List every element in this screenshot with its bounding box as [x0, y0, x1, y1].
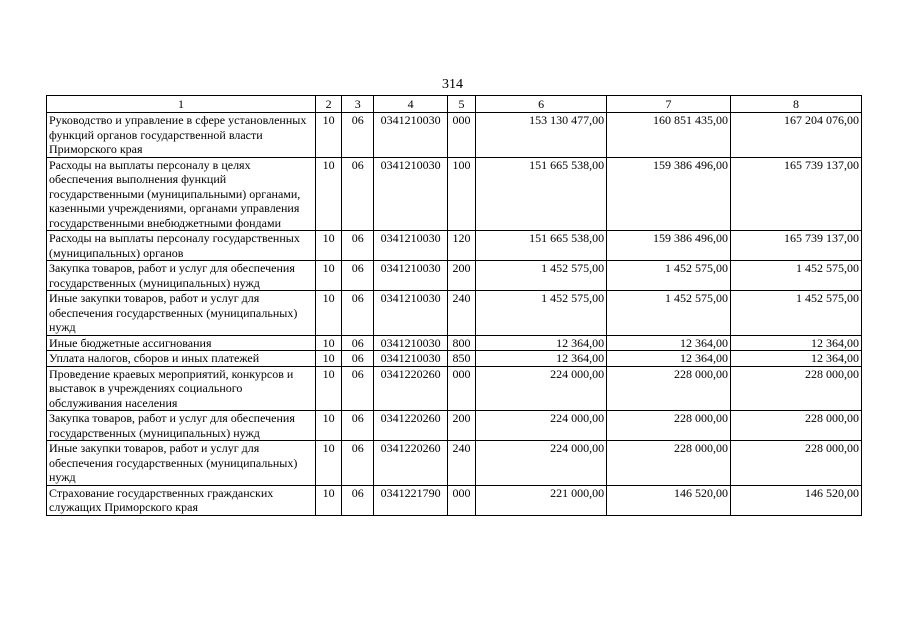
subsection-code-cell: 06 — [342, 351, 374, 367]
section-code-cell: 10 — [315, 335, 341, 351]
amount-col6-cell: 224 000,00 — [476, 366, 607, 411]
subsection-code-cell: 06 — [342, 366, 374, 411]
section-code-cell: 10 — [315, 157, 341, 231]
section-code-cell: 10 — [315, 351, 341, 367]
subsection-code-cell: 06 — [342, 231, 374, 261]
table-row — [47, 261, 862, 291]
amount-col7-cell: 228 000,00 — [607, 441, 731, 486]
amount-col7-cell: 1 452 575,00 — [607, 291, 731, 336]
table-row — [47, 351, 862, 367]
section-code-cell: 10 — [315, 291, 341, 336]
table-row — [47, 485, 862, 515]
amount-col7-cell: 12 364,00 — [607, 335, 731, 351]
table-row — [47, 113, 862, 158]
row-name-cell: Закупка товаров, работ и услуг для обеспечения государственных (муниципальных) нужд — [47, 411, 316, 441]
amount-col8-cell: 228 000,00 — [730, 441, 861, 486]
target-article-cell: 0341220260 — [374, 411, 448, 441]
row-name-cell: Закупка товаров, работ и услуг для обеспечения государственных (муниципальных) нужд — [47, 261, 316, 291]
expense-type-cell: 200 — [447, 411, 475, 441]
amount-col7-cell: 12 364,00 — [607, 351, 731, 367]
target-article-cell: 0341210030 — [374, 261, 448, 291]
table-row — [47, 291, 862, 336]
amount-col8-cell: 228 000,00 — [730, 411, 861, 441]
amount-col7-cell: 228 000,00 — [607, 366, 731, 411]
subsection-code-cell: 06 — [342, 291, 374, 336]
table-row — [47, 411, 862, 441]
amount-col6-cell: 151 665 538,00 — [476, 231, 607, 261]
target-article-cell: 0341210030 — [374, 335, 448, 351]
target-article-cell: 0341210030 — [374, 351, 448, 367]
subsection-code-cell: 06 — [342, 441, 374, 486]
amount-col7-cell: 159 386 496,00 — [607, 231, 731, 261]
subsection-code-cell: 06 — [342, 335, 374, 351]
row-name-cell: Страхование государственных гражданских служащих Приморского края — [47, 485, 316, 515]
expense-type-cell: 800 — [447, 335, 475, 351]
amount-col7-cell: 146 520,00 — [607, 485, 731, 515]
row-name-cell: Руководство и управление в сфере установленных функций органов государственной власти Приморского края — [47, 113, 316, 158]
amount-col6-cell: 221 000,00 — [476, 485, 607, 515]
section-code-cell: 10 — [315, 485, 341, 515]
expense-type-cell: 000 — [447, 366, 475, 411]
subsection-code-cell: 06 — [342, 485, 374, 515]
amount-col6-cell: 12 364,00 — [476, 351, 607, 367]
expense-type-cell: 240 — [447, 441, 475, 486]
row-name-cell: Уплата налогов, сборов и иных платежей — [47, 351, 316, 367]
amount-col7-cell: 1 452 575,00 — [607, 261, 731, 291]
amount-col7-cell: 159 386 496,00 — [607, 157, 731, 231]
section-code-cell: 10 — [315, 441, 341, 486]
expense-type-cell: 120 — [447, 231, 475, 261]
header-cell: 2 — [315, 96, 341, 113]
table-row — [47, 335, 862, 351]
section-code-cell: 10 — [315, 113, 341, 158]
row-name-cell: Иные бюджетные ассигнования — [47, 335, 316, 351]
header-cell: 3 — [342, 96, 374, 113]
header-row — [47, 96, 862, 113]
row-name-cell: Расходы на выплаты персоналу государственных (муниципальных) органов — [47, 231, 316, 261]
target-article-cell: 0341221790 — [374, 485, 448, 515]
amount-col8-cell: 146 520,00 — [730, 485, 861, 515]
table-body — [47, 113, 862, 516]
row-name-cell: Расходы на выплаты персоналу в целях обеспечения выполнения функций государственными (муниципальными) органами, казенными учреждениями, органами управления государственными внебюджетными фондами — [47, 157, 316, 231]
page-number: 314 — [442, 77, 463, 92]
amount-col8-cell: 1 452 575,00 — [730, 291, 861, 336]
row-name-cell: Проведение краевых мероприятий, конкурсов и выставок в учреждениях социального обслуживания населения — [47, 366, 316, 411]
section-code-cell: 10 — [315, 366, 341, 411]
section-code-cell: 10 — [315, 261, 341, 291]
amount-col8-cell: 228 000,00 — [730, 366, 861, 411]
budget-table — [46, 95, 862, 516]
table-row — [47, 157, 862, 231]
target-article-cell: 0341210030 — [374, 113, 448, 158]
amount-col8-cell: 167 204 076,00 — [730, 113, 861, 158]
subsection-code-cell: 06 — [342, 113, 374, 158]
amount-col6-cell: 151 665 538,00 — [476, 157, 607, 231]
header-cell: 1 — [47, 96, 316, 113]
target-article-cell: 0341210030 — [374, 231, 448, 261]
amount-col6-cell: 224 000,00 — [476, 441, 607, 486]
table-row — [47, 366, 862, 411]
expense-type-cell: 240 — [447, 291, 475, 336]
expense-type-cell: 000 — [447, 485, 475, 515]
header-cell: 4 — [374, 96, 448, 113]
expense-type-cell: 000 — [447, 113, 475, 158]
header-cell: 6 — [476, 96, 607, 113]
row-name-cell: Иные закупки товаров, работ и услуг для обеспечения государственных (муниципальных) нужд — [47, 291, 316, 336]
amount-col7-cell: 228 000,00 — [607, 411, 731, 441]
amount-col6-cell: 1 452 575,00 — [476, 291, 607, 336]
expense-type-cell: 850 — [447, 351, 475, 367]
target-article-cell: 0341210030 — [374, 157, 448, 231]
amount-col8-cell: 165 739 137,00 — [730, 157, 861, 231]
subsection-code-cell: 06 — [342, 157, 374, 231]
header-cell: 8 — [730, 96, 861, 113]
amount-col6-cell: 153 130 477,00 — [476, 113, 607, 158]
subsection-code-cell: 06 — [342, 261, 374, 291]
row-name-cell: Иные закупки товаров, работ и услуг для обеспечения государственных (муниципальных) нужд — [47, 441, 316, 486]
table-row — [47, 441, 862, 486]
header-cell: 5 — [447, 96, 475, 113]
amount-col8-cell: 1 452 575,00 — [730, 261, 861, 291]
amount-col6-cell: 12 364,00 — [476, 335, 607, 351]
section-code-cell: 10 — [315, 411, 341, 441]
amount-col6-cell: 224 000,00 — [476, 411, 607, 441]
header-cell: 7 — [607, 96, 731, 113]
amount-col8-cell: 12 364,00 — [730, 351, 861, 367]
amount-col6-cell: 1 452 575,00 — [476, 261, 607, 291]
target-article-cell: 0341220260 — [374, 441, 448, 486]
section-code-cell: 10 — [315, 231, 341, 261]
amount-col8-cell: 165 739 137,00 — [730, 231, 861, 261]
target-article-cell: 0341210030 — [374, 291, 448, 336]
expense-type-cell: 200 — [447, 261, 475, 291]
subsection-code-cell: 06 — [342, 411, 374, 441]
expense-type-cell: 100 — [447, 157, 475, 231]
table-row — [47, 231, 862, 261]
amount-col7-cell: 160 851 435,00 — [607, 113, 731, 158]
amount-col8-cell: 12 364,00 — [730, 335, 861, 351]
target-article-cell: 0341220260 — [374, 366, 448, 411]
